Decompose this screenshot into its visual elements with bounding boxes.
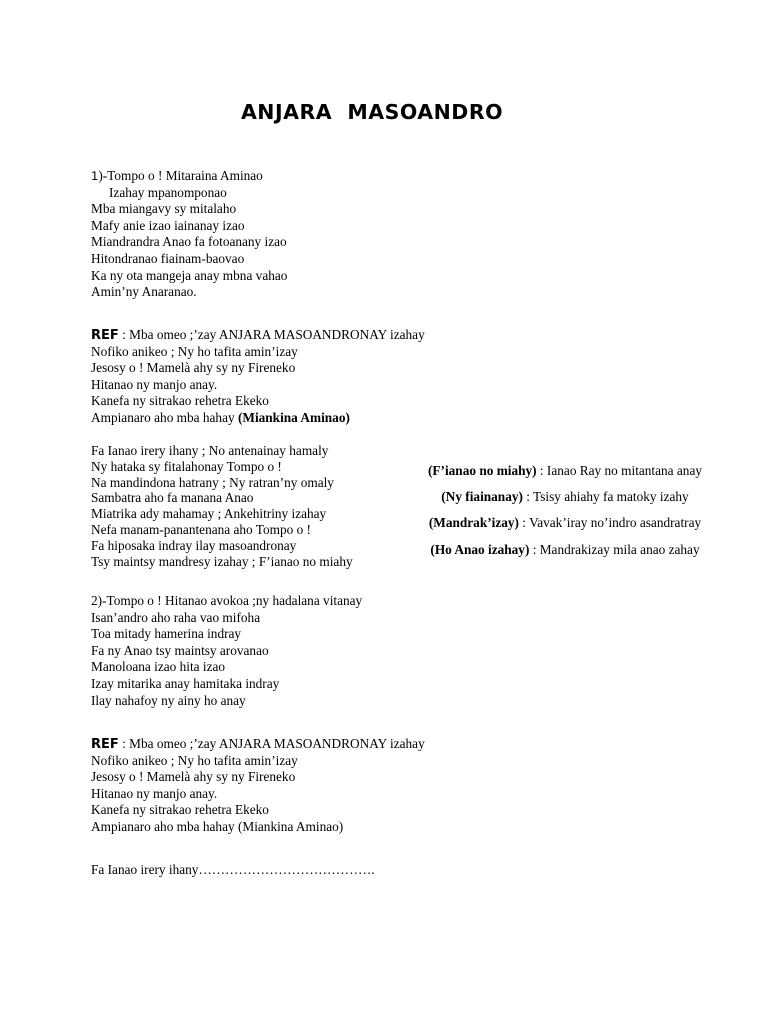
glossary-definition: : Mandrakizay mila anao zahay <box>529 542 700 557</box>
glossary-term: (Ho Anao izahay) <box>430 542 530 557</box>
bridge-line: Nefa manam-panantenana aho Tompo o ! <box>91 521 311 537</box>
verse-line: Ilay nahafoy ny ainy ho anay <box>91 692 246 708</box>
refrain-label: REF <box>91 737 119 752</box>
verse-line: Fa ny Anao tsy maintsy arovanao <box>91 642 269 658</box>
refrain-line: Jesosy o ! Mamelà ahy sy ny Fireneko <box>91 360 296 376</box>
verse-line: Izay mitarika anay hamitaka indray <box>91 675 280 691</box>
glossary-term: (Mandrak’izay) <box>428 515 519 530</box>
refrain-line: Ampianaro aho mba hahay (Miankina Aminao) <box>91 818 344 834</box>
glossary-entry <box>405 489 725 505</box>
closing-line: Fa Ianao irery ihany…………………………………. <box>91 862 375 877</box>
refrain-label: REF <box>91 328 119 343</box>
verse-line: 2)-Tompo o ! Hitanao avokoa ;ny hadalana vitanay <box>91 593 363 608</box>
glossary-term: (Ny fiainanay) <box>441 489 523 504</box>
verse-line: Mba miangavy sy mitalaho <box>91 201 237 217</box>
glossary-definition: : Tsisy ahiahy fa matoky izahy <box>522 489 689 504</box>
bridge-line: Fa hiposaka indray ilay masoandronay <box>91 537 297 553</box>
verse-2 <box>91 593 362 709</box>
bridge-stanza <box>91 443 353 569</box>
refrain-line: REF : Mba omeo ;’zay ANJARA MASOANDRONAY izahay <box>91 327 425 343</box>
glossary-term: (F’ianao no miahy) <box>427 463 537 478</box>
glossary-definition: : Ianao Ray no mitantana anay <box>536 463 703 478</box>
bridge-line: Sambatra aho fa manana Anao <box>91 490 254 506</box>
bridge-line: Na mandindona hatrany ; Ny ratran’ny omaly <box>91 474 334 490</box>
verse-line: Miandrandra Anao fa fotoanany izao <box>91 234 287 250</box>
refrain-line: Jesosy o ! Mamelà ahy sy ny Fireneko <box>91 769 296 785</box>
bridge-line: Fa Ianao irery ihany ; No antenainay hamaly <box>91 443 329 458</box>
refrain-line: Hitanao ny manjo anay. <box>91 785 218 801</box>
refrain-line: Ampianaro aho mba hahay (Miankina Aminao) <box>91 409 350 425</box>
closing-stanza <box>91 862 375 879</box>
verse-line: Toa mitady hamerina indray <box>91 626 242 642</box>
refrain-2 <box>91 736 425 836</box>
refrain-line: REF : Mba omeo ;’zay ANJARA MASOANDRONAY izahay <box>91 736 425 752</box>
verse-line: Isan’andro aho raha vao mifoha <box>91 609 261 625</box>
refrain-line: Hitanao ny manjo anay. <box>91 376 218 392</box>
refrain-line: Kanefa ny sitrakao rehetra Ekeko <box>91 393 269 409</box>
verse-1 <box>91 168 287 301</box>
refrain-line: Nofiko anikeo ; Ny ho tafita amin’izay <box>91 343 298 359</box>
refrain-1 <box>91 327 425 427</box>
refrain-line: Nofiko anikeo ; Ny ho tafita amin’izay <box>91 752 298 768</box>
verse-line: 1)-Tompo o ! Mitaraina Aminao <box>91 168 263 183</box>
bridge-line: Tsy maintsy mandresy izahay ; F’ianao no miahy <box>91 553 353 569</box>
glossary-entry <box>405 515 725 531</box>
verse-line: Mafy anie izao iainanay izao <box>91 217 245 233</box>
verse-line: Amin’ny Anaranao. <box>91 284 197 300</box>
verse-line: Ka ny ota mangeja anay mbna vahao <box>91 267 288 283</box>
verse-number: 1 <box>91 169 99 183</box>
verse-line: Izahay mpanomponao <box>109 184 227 200</box>
glossary-definition: : Vavak’iray no’indro asandratray <box>518 515 702 530</box>
glossary-entry <box>405 542 725 558</box>
verse-line: Hitondranao fiainam-baovao <box>91 250 245 266</box>
glossary-entry <box>405 463 725 479</box>
verse-line: Manoloana izao hita izao <box>91 659 226 675</box>
refrain-bold-phrase: (Miankina Aminao) <box>237 409 350 425</box>
bridge-line: Miatrika ady mahamay ; Ankehitriny izahay <box>91 506 327 522</box>
bridge-line: Ny hataka sy fitalahonay Tompo o ! <box>91 458 282 474</box>
refrain-line: Kanefa ny sitrakao rehetra Ekeko <box>91 802 269 818</box>
page-title: ANJARA MASOANDRO <box>240 100 504 124</box>
